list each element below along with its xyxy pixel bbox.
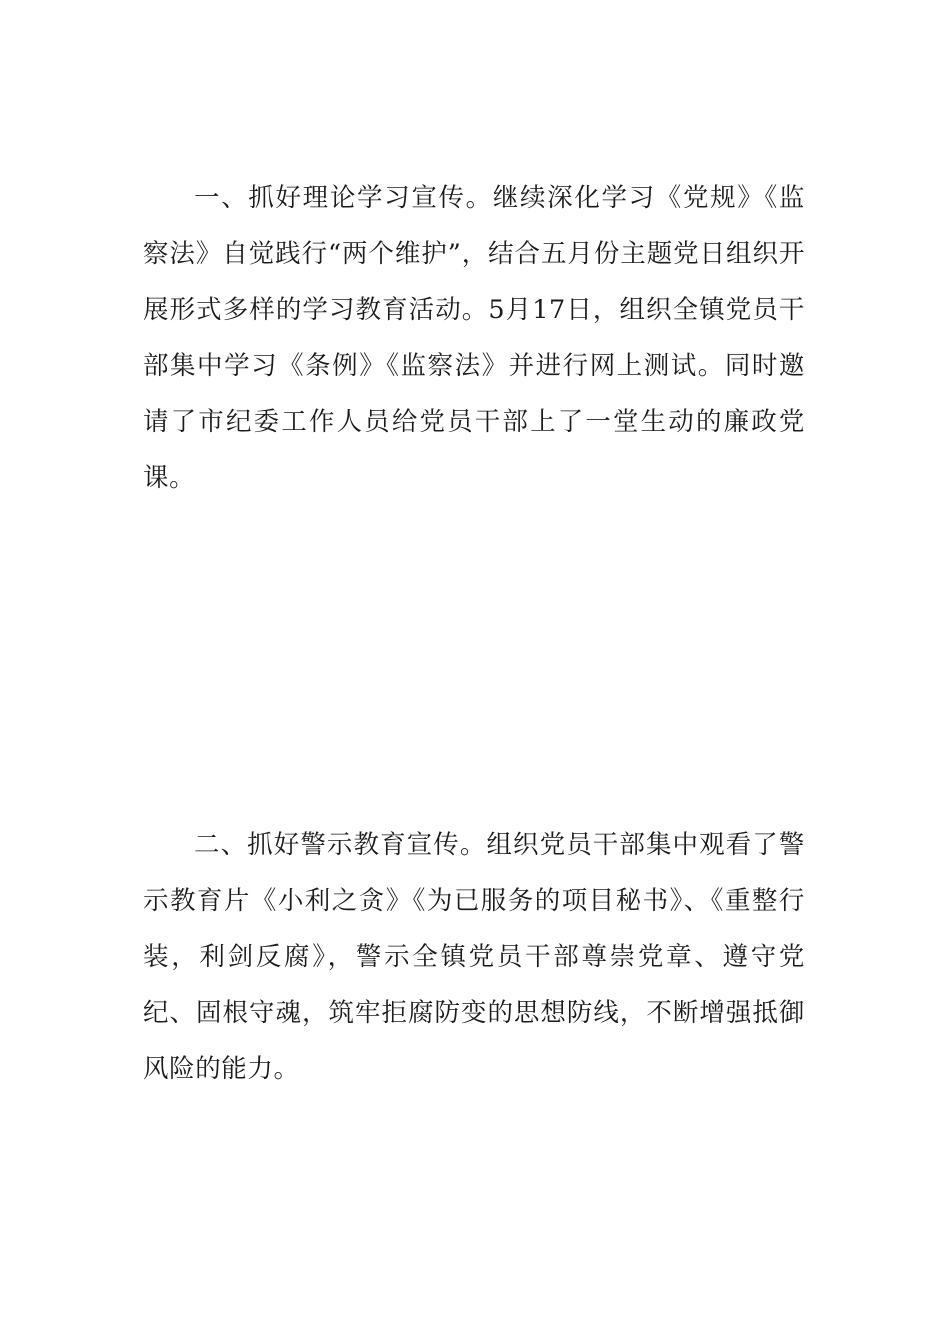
paragraph-theory-study: 一、抓好理论学习宣传。继续深化学习《党规》《监察法》自觉践行“两个维护”，结合五月份主题党日组织开展形式多样的学习教育活动。5月17日，组织全镇党员干部集中学习《条例》《监察法》并进行网上测试。同时邀请了市纪委工作人员给党员干部上了一堂生动的廉政党课。 (143, 183, 805, 493)
paragraph-warning-education: 二、抓好警示教育宣传。组织党员干部集中观看了警示教育片《小利之贪》《为已服务的项目秘书》、《重整行装，利剑反腐》，警示全镇党员干部尊崇党章、遵守党纪、固根守魂，筑牢拒腐防变的思想防线，不断增强抵御风险的能力。 (143, 830, 805, 1084)
